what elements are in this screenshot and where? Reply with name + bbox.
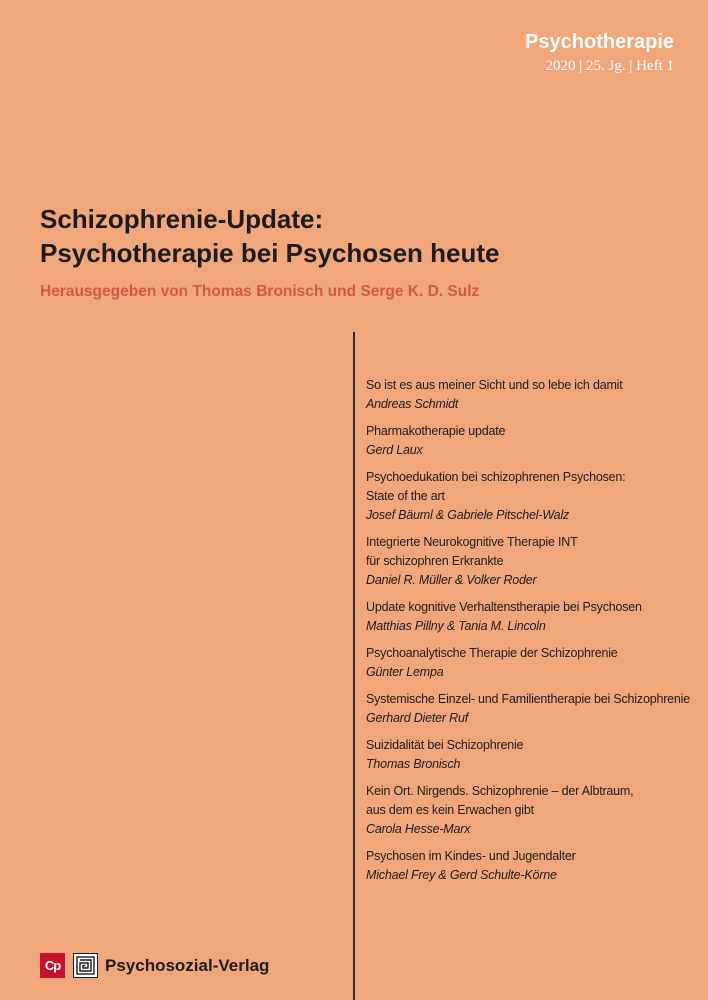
publisher-cp-logo: Cp xyxy=(40,953,65,978)
toc-entry xyxy=(366,847,696,885)
toc-entry-title: So ist es aus meiner Sicht und so lebe ich damit xyxy=(366,378,623,392)
toc-entry xyxy=(366,736,696,774)
toc-entry-author: Günter Lempa xyxy=(366,665,444,679)
toc-entry-title: Kein Ort. Nirgends. Schizophrenie – der Albtraum, xyxy=(366,784,634,798)
toc-entry-title: für schizophren Erkrankte xyxy=(366,554,504,568)
toc-entry xyxy=(366,690,696,728)
toc-entry-title: Integrierte Neurokognitive Therapie INT xyxy=(366,535,578,549)
toc-entry-author: Josef Bäuml & Gabriele Pitschel-Walz xyxy=(366,508,570,522)
toc-entry-author: Gerhard Dieter Ruf xyxy=(366,711,468,725)
toc-entry-author: Thomas Bronisch xyxy=(366,757,461,771)
toc-entry-author: Andreas Schmidt xyxy=(366,397,459,411)
publisher-maze-icon xyxy=(73,953,98,978)
table-of-contents xyxy=(366,376,696,893)
toc-entry-author: Michael Frey & Gerd Schulte-Körne xyxy=(366,868,557,882)
toc-entry-title: aus dem es kein Erwachen gibt xyxy=(366,803,534,817)
toc-entry xyxy=(366,468,696,525)
toc-entry-title: Update kognitive Verhaltenstherapie bei Psychosen xyxy=(366,600,642,614)
toc-entry xyxy=(366,644,696,682)
toc-entry-author: Carola Hesse-Marx xyxy=(366,822,471,836)
cover-title-line-1: Schizophrenie-Update: xyxy=(40,204,324,234)
journal-issue: 2020 | 25. Jg. | Heft 1 xyxy=(545,58,674,74)
toc-entry-title: Pharmakotherapie update xyxy=(366,424,506,438)
cover-title xyxy=(40,202,500,270)
toc-entry xyxy=(366,598,696,636)
toc-entry-title: Psychoedukation bei schizophrenen Psychosen: xyxy=(366,470,626,484)
cover-editors: Herausgegeben von Thomas Bronisch und Serge K. D. Sulz xyxy=(40,283,480,300)
toc-entry xyxy=(366,782,696,839)
toc-entry-title: Psychosen im Kindes- und Jugendalter xyxy=(366,849,576,863)
journal-header xyxy=(525,30,674,76)
toc-entry-author: Matthias Pillny & Tania M. Lincoln xyxy=(366,619,546,633)
toc-entry-title: Suizidalität bei Schizophrenie xyxy=(366,738,524,752)
vertical-divider xyxy=(353,332,355,1000)
toc-entry xyxy=(366,533,696,590)
toc-entry xyxy=(366,422,696,460)
cover-title-line-2: Psychotherapie bei Psychosen heute xyxy=(40,238,500,268)
publisher xyxy=(40,953,269,978)
toc-entry xyxy=(366,376,696,414)
toc-entry-author: Daniel R. Müller & Volker Roder xyxy=(366,573,537,587)
toc-entry-title: State of the art xyxy=(366,489,445,503)
toc-entry-title: Systemische Einzel- und Familientherapie bei Schizophrenie xyxy=(366,692,690,706)
journal-name: Psychotherapie xyxy=(525,31,674,53)
publisher-name: Psychosozial-Verlag xyxy=(105,955,270,975)
toc-entry-title: Psychoanalytische Therapie der Schizophrenie xyxy=(366,646,618,660)
toc-entry-author: Gerd Laux xyxy=(366,443,423,457)
